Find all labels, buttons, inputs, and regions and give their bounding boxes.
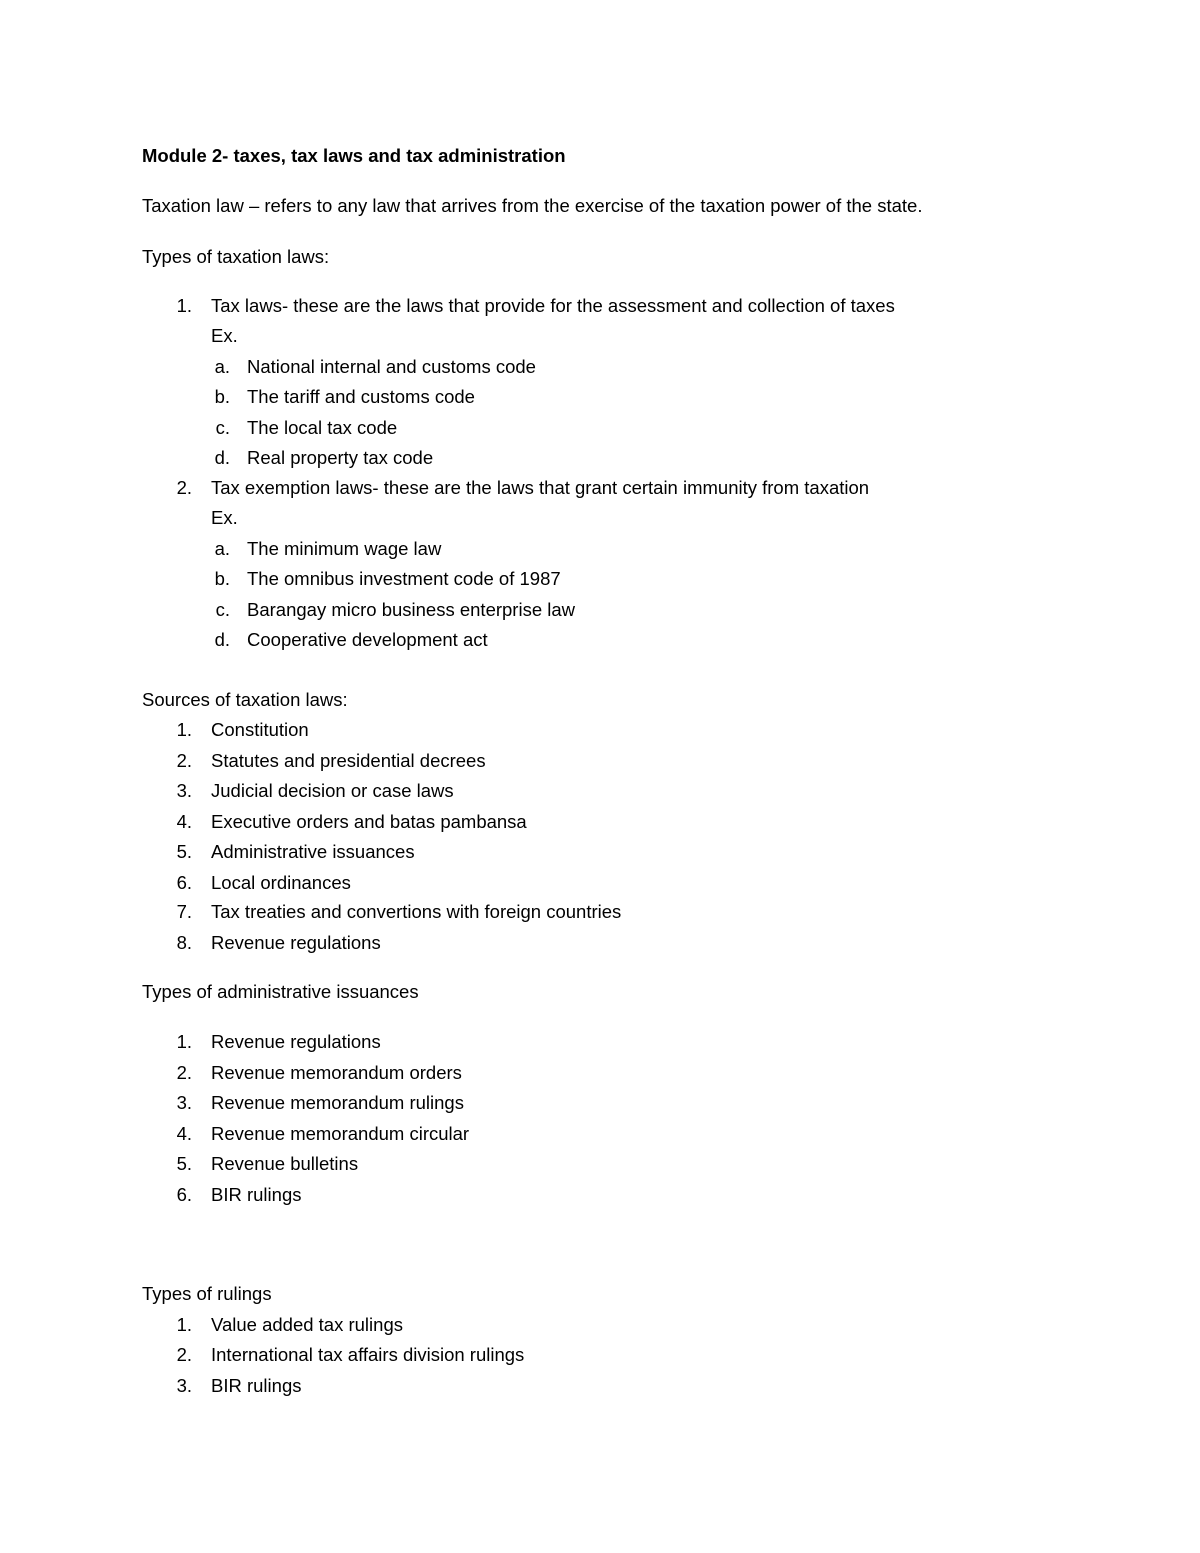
sublist-marker: c. — [215, 417, 230, 438]
sublist-marker: b. — [214, 568, 230, 589]
list-item: Tax exemption laws- these are the laws that grant certain immunity from taxation — [211, 477, 870, 498]
list-item: Local ordinances — [211, 872, 351, 893]
list-marker: 2. — [176, 1062, 192, 1083]
sublist-item: The local tax code — [247, 417, 398, 438]
list-marker: 8. — [176, 932, 192, 953]
list-marker: 1. — [176, 719, 192, 740]
sublist-item: Real property tax code — [247, 447, 434, 468]
sublist-marker: d. — [214, 629, 230, 650]
list-item: International tax affairs division rulings — [211, 1344, 525, 1365]
list-marker: 6. — [176, 1184, 192, 1205]
sublist-item: The minimum wage law — [247, 538, 442, 559]
sources-heading: Sources of taxation laws: — [142, 689, 348, 710]
list-item: Judicial decision or case laws — [211, 780, 454, 801]
sublist-item: National internal and customs code — [247, 356, 536, 377]
list-item: Revenue bulletins — [211, 1153, 359, 1174]
list-item: Revenue memorandum orders — [211, 1062, 462, 1083]
list-item: Administrative issuances — [211, 841, 415, 862]
list-marker: 3. — [176, 1092, 192, 1113]
sublist-marker: b. — [214, 386, 230, 407]
list-marker: 2. — [176, 750, 192, 771]
list-item: Tax laws- these are the laws that provide for the assessment and collection of taxes — [211, 295, 895, 316]
list-item: Revenue regulations — [211, 932, 381, 953]
list-item: Constitution — [211, 719, 309, 740]
example-label: Ex. — [211, 507, 238, 528]
list-marker: 4. — [176, 1123, 192, 1144]
list-marker: 4. — [176, 811, 192, 832]
list-item: Value added tax rulings — [211, 1314, 403, 1335]
sublist-marker: a. — [214, 538, 230, 559]
definition-paragraph: Taxation law – refers to any law that arrives from the exercise of the taxation power of the state. — [142, 195, 923, 216]
example-label: Ex. — [211, 325, 238, 346]
list-item: Executive orders and batas pambansa — [211, 811, 527, 832]
sublist-item: The tariff and customs code — [247, 386, 475, 407]
sublist-item: Barangay micro business enterprise law — [247, 599, 576, 620]
list-item: BIR rulings — [211, 1184, 302, 1205]
list-marker: 7. — [176, 901, 192, 922]
list-marker: 1. — [176, 1314, 192, 1335]
list-item: Tax treaties and convertions with foreign countries — [211, 901, 622, 922]
list-marker: 6. — [176, 872, 192, 893]
list-marker: 5. — [176, 1153, 192, 1174]
list-marker: 1. — [176, 295, 192, 316]
list-item: Statutes and presidential decrees — [211, 750, 486, 771]
list-item: Revenue regulations — [211, 1031, 381, 1052]
types-heading: Types of taxation laws: — [142, 246, 330, 267]
rulings-heading: Types of rulings — [142, 1283, 272, 1304]
admin-heading: Types of administrative issuances — [142, 981, 419, 1002]
list-marker: 2. — [176, 1344, 192, 1365]
sublist-marker: c. — [215, 599, 230, 620]
sublist-marker: a. — [214, 356, 230, 377]
sublist-marker: d. — [214, 447, 230, 468]
list-marker: 2. — [176, 477, 192, 498]
sublist-item: Cooperative development act — [247, 629, 488, 650]
list-item: Revenue memorandum circular — [211, 1123, 470, 1144]
list-item: BIR rulings — [211, 1375, 302, 1396]
sublist-item: The omnibus investment code of 1987 — [247, 568, 561, 589]
document-title: Module 2- taxes, tax laws and tax administration — [142, 145, 566, 166]
list-marker: 5. — [176, 841, 192, 862]
list-marker: 1. — [176, 1031, 192, 1052]
list-item: Revenue memorandum rulings — [211, 1092, 464, 1113]
list-marker: 3. — [176, 780, 192, 801]
list-marker: 3. — [176, 1375, 192, 1396]
